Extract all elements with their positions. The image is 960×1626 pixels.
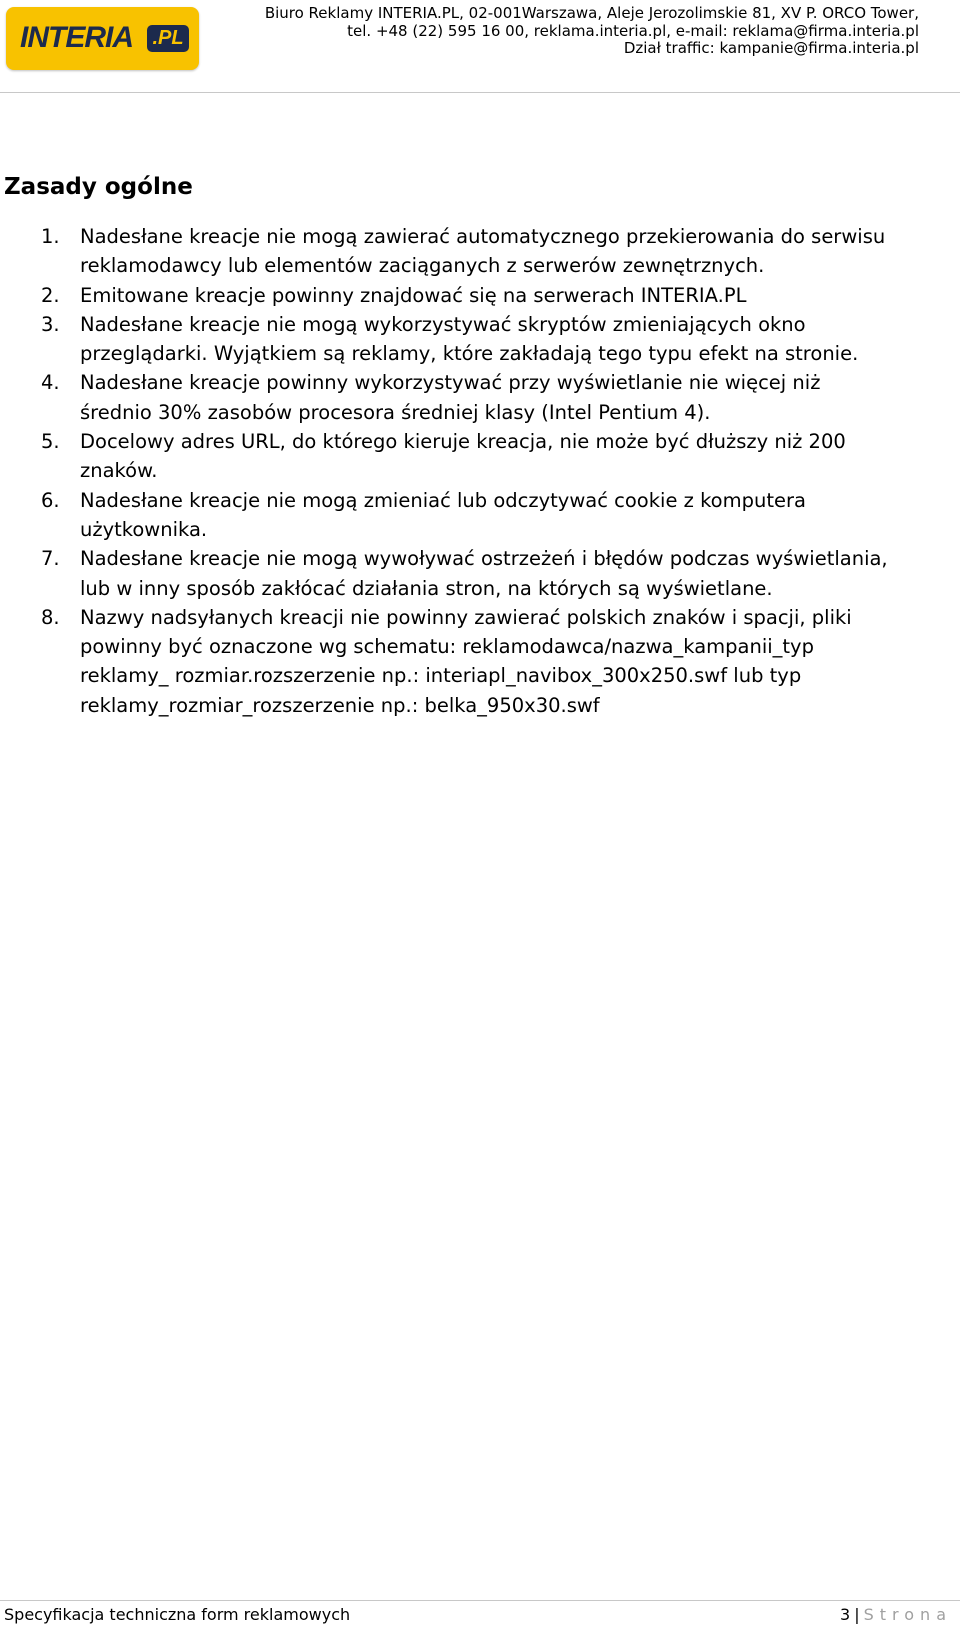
logo-text: INTERIA — [20, 21, 133, 54]
footer-document-title: Specyfikacja techniczna form reklamowych — [4, 1605, 351, 1624]
rule-number: 4. — [41, 371, 60, 395]
rule-text-line: Nadesłane kreacje powinny wykorzystywać przy wyświetlanie nie więcej niż — [80, 371, 821, 395]
rule-text-line: średnio 30% zasobów procesora średniej klasy (Intel Pentium 4). — [80, 400, 711, 424]
rule-text-line: znaków. — [80, 459, 158, 483]
rule-text-line: powinny być oznaczone wg schematu: reklamodawca/nazwa_kampanii_typ — [80, 635, 814, 659]
rule-number: 2. — [41, 283, 60, 307]
contact-line-phone-email: tel. +48 (22) 595 16 00, reklama.interia.pl, e-mail: reklama@firma.interia.pl — [347, 21, 919, 40]
rule-number: 5. — [41, 430, 60, 454]
rule-text-line: użytkownika. — [80, 517, 208, 541]
rule-item-5 — [0, 427, 960, 486]
logo-badge: .PL — [147, 25, 189, 52]
rule-text-line: Nazwy nadsyłanych kreacji nie powinny zawierać polskich znaków i spacji, pliki — [80, 605, 852, 629]
rule-text-line: reklamodawcy lub elementów zaciąganych z serwerów zewnętrznych. — [80, 254, 765, 278]
rule-text-line: przeglądarki. Wyjątkiem są reklamy, które zakładają tego typu efekt na stronie. — [80, 342, 859, 366]
rule-number: 6. — [41, 488, 60, 512]
rule-item-6 — [0, 486, 960, 545]
contact-info — [265, 5, 919, 58]
rule-item-2 — [0, 281, 960, 310]
page-label: Strona — [863, 1605, 952, 1624]
rule-item-4 — [0, 368, 960, 427]
rule-number: 7. — [41, 547, 60, 571]
contact-line-traffic: Dział traffic: kampanie@firma.interia.pl — [623, 39, 919, 57]
footer-page-info — [840, 1605, 952, 1625]
page-header — [0, 0, 960, 93]
rule-text-line: Nadesłane kreacje nie mogą wywoływać ostrzeżeń i błędów podczas wyświetlania, — [80, 547, 888, 571]
rule-text-line: Nadesłane kreacje nie mogą zmieniać lub odczytywać cookie z komputera — [80, 488, 806, 512]
rules-list — [0, 222, 960, 720]
rule-item-8 — [0, 603, 960, 720]
rule-text-line: reklamy_ rozmiar.rozszerzenie np.: interiapl_navibox_300x250.swf lub typ — [80, 664, 802, 688]
rule-number: 8. — [41, 605, 60, 629]
rule-text-line: lub w inny sposób zakłócać działania stron, na których są wyświetlane. — [80, 576, 773, 600]
rule-item-1 — [0, 222, 960, 281]
rule-text-line: reklamy_rozmiar_rozszerzenie np.: belka_950x30.swf — [80, 693, 600, 717]
rule-text-line: Emitowane kreacje powinny znajdować się na serwerach INTERIA.PL — [80, 283, 747, 307]
interia-logo — [6, 7, 199, 70]
contact-line-address: Biuro Reklamy INTERIA.PL, 02-001Warszawa, Aleje Jerozolimskie 81, XV P. ORCO Tower, — [264, 4, 919, 22]
rule-item-3 — [0, 310, 960, 369]
rule-text-line: Nadesłane kreacje nie mogą zawierać automatycznego przekierowania do serwisu — [80, 225, 886, 248]
rule-item-7 — [0, 544, 960, 603]
rule-text-line: Nadesłane kreacje nie mogą wykorzystywać skryptów zmieniających okno — [80, 312, 806, 336]
page-separator: | — [854, 1605, 860, 1624]
section-title: Zasady ogólne — [4, 174, 193, 201]
rule-number: 3. — [41, 312, 60, 336]
page-number: 3 — [840, 1605, 851, 1624]
rule-text-line: Docelowy adres URL, do którego kieruje kreacja, nie może być dłuższy niż 200 — [80, 430, 846, 454]
rule-number: 1. — [41, 225, 60, 248]
page-footer — [0, 1600, 960, 1626]
